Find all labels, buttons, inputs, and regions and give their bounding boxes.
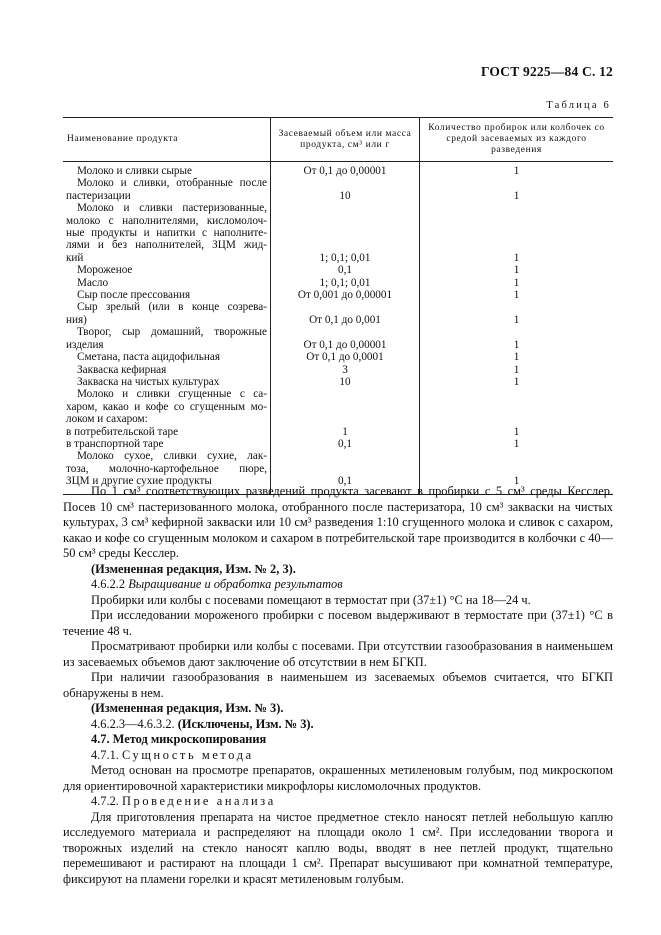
section-number: 4.7.2. — [91, 794, 119, 808]
edition-note: (Измененная редакция, Изм. № 2, 3). — [91, 561, 296, 576]
product-name-line: локом и сахаром: — [66, 413, 148, 426]
table-row — [63, 264, 613, 276]
volume-cell: 10 — [271, 190, 420, 202]
product-name-line: Творог, сыр домашний, творожные — [77, 326, 267, 339]
volume-cell: 0,1 — [271, 438, 420, 450]
count-cell: 1 — [420, 252, 614, 264]
volume-cell: 1; 0,1; 0,01 — [271, 277, 420, 289]
paragraph: Просматривают пробирки или колбы с посевами. При отсутствии газообразования в наименьшем из засеваемых объемов дают заключение об отсутствии в нем БГКП. — [63, 639, 613, 669]
column-header-count: Количество пробирок или колбочек со средой засеваемых из каждого разведения — [420, 118, 614, 162]
product-name-line: Молоко и сливки пастеризованные, — [77, 202, 267, 215]
table-row — [63, 239, 613, 251]
count-cell — [420, 215, 614, 227]
volume-cell — [271, 463, 420, 475]
volume-cell: 1 — [271, 426, 420, 438]
table-row — [63, 388, 613, 400]
product-name-line: Молоко сухое, сливки сухие, лак- — [77, 450, 267, 463]
table-row — [63, 289, 613, 301]
paragraph: Пробирки или колбы с посевами помещают в термостат при (37±1) °С на 18—24 ч. — [91, 592, 531, 607]
table-row — [63, 190, 613, 202]
volume-cell — [271, 239, 420, 251]
volume-cell — [271, 227, 420, 239]
volume-cell: 0,1 — [271, 475, 420, 494]
volume-cell — [271, 388, 420, 400]
products-table — [63, 117, 613, 495]
column-header-product: Наименование продукта — [63, 118, 271, 162]
volume-cell — [271, 202, 420, 214]
volume-cell: От 0,1 до 0,00001 — [271, 162, 420, 178]
count-cell: 1 — [420, 426, 614, 438]
table-row — [63, 364, 613, 376]
count-cell — [420, 177, 614, 189]
volume-cell: 0,1 — [271, 264, 420, 276]
count-cell: 1 — [420, 364, 614, 376]
table-row — [63, 215, 613, 227]
count-cell: 1 — [420, 376, 614, 388]
count-cell — [420, 450, 614, 462]
volume-cell: От 0,1 до 0,00001 — [271, 339, 420, 351]
product-name-line: Сыр зрелый (или в конце созрева- — [77, 301, 267, 314]
table-row — [63, 438, 613, 450]
product-name-line: Сметана, паста ацидофильная — [77, 351, 220, 364]
product-name-line: Закваска на чистых культурах — [77, 375, 220, 388]
product-name-line: лями и без наполнителей, ЗЦМ жид- — [66, 239, 267, 252]
count-cell: 1 — [420, 190, 614, 202]
table-row — [63, 413, 613, 425]
volume-cell: 3 — [271, 364, 420, 376]
product-name-line: Масло — [77, 276, 109, 289]
product-name-line: Сыр после прессования — [77, 289, 191, 302]
volume-cell — [271, 177, 420, 189]
count-cell — [420, 301, 614, 313]
count-cell — [420, 413, 614, 425]
section-number: 4.6.2.2 — [91, 577, 126, 591]
volume-cell — [271, 401, 420, 413]
paragraph: При исследовании мороженого пробирки с посевом выдерживают в термостате при (37±1) °С в течение 48 ч. — [63, 608, 613, 638]
count-cell — [420, 388, 614, 400]
table-row — [63, 401, 613, 413]
section-title: Проведение анализа — [122, 794, 276, 808]
product-name-line: Молоко и сливки, отобранные после — [77, 177, 267, 190]
table-row — [63, 450, 613, 462]
table-row — [63, 227, 613, 239]
count-cell — [420, 463, 614, 475]
count-cell: 1 — [420, 475, 614, 494]
count-cell: 1 — [420, 289, 614, 301]
section-4-7-heading: 4.7. Метод микроскопирования — [91, 732, 267, 746]
page-header: ГОСТ 9225—84 С. 12 — [480, 64, 613, 79]
paragraph: При наличии газообразования в наименьшем из засеваемых объемов считается, что БГКП обнаружены в нем. — [63, 670, 613, 700]
paragraph: По 1 см³ соответствующих разведений продукта засевают в пробирки с 5 см³ среды Кесслер. Посев 10 см³ пастеризованного молока, отобранного после пастеризатора, 10 см³ закваски на чистых культурах, 3 см³ кефирной закваски или 10 см³ разведения 1:10 сгущенного молока и сливок с сахаром, какао и кофе со сгущенным молоком и сахаром в потребительской таре производится в колбочки с 40—50 см³ среды Кесслер. — [63, 484, 613, 560]
table-caption: Таблица 6 — [546, 100, 611, 111]
volume-cell — [271, 450, 420, 462]
table-row — [63, 314, 613, 326]
count-cell: 1 — [420, 351, 614, 363]
count-cell — [420, 227, 614, 239]
edition-note: (Измененная редакция, Изм. № 3). — [91, 701, 284, 715]
table-row — [63, 376, 613, 388]
product-name-line: ные продукты и напитки с наполните- — [66, 227, 267, 240]
section-number: 4.7.1. — [91, 747, 119, 762]
table-header-row — [63, 118, 613, 162]
table-row — [63, 202, 613, 214]
table-row — [63, 351, 613, 363]
table-row — [63, 301, 613, 313]
excluded-note: (Исключены, Изм. № 3). — [177, 716, 314, 731]
product-name-line: в транспортной таре — [66, 437, 164, 450]
section-4-7-2 — [63, 794, 613, 810]
table-row — [63, 339, 613, 351]
volume-cell: От 0,1 до 0,0001 — [271, 351, 420, 363]
product-name-line: Мороженое — [77, 264, 133, 277]
product-name-line: ния) — [66, 313, 87, 326]
count-cell: 1 — [420, 264, 614, 276]
count-cell: 1 — [420, 438, 614, 450]
volume-cell — [271, 413, 420, 425]
section-title: Сущность метода — [122, 747, 254, 762]
body-text — [63, 484, 613, 887]
table-row — [63, 162, 613, 178]
paragraph: Метод основан на просмотре препаратов, окрашенных метиленовым голубым, под микроскопом для ориентировочной характеристики микрофлоры кисломолочных продуктов. — [63, 763, 613, 793]
count-cell — [420, 202, 614, 214]
product-name-line: пастеризации — [66, 189, 131, 202]
product-name-line: в потребительской таре — [66, 425, 179, 438]
section-number: 4.6.2.3—4.6.3.2. — [91, 716, 175, 731]
volume-cell: От 0,1 до 0,001 — [271, 314, 420, 326]
paragraph: Для приготовления препарата на чистое предметное стекло наносят петлей небольшую каплю исследуемого материала и распределяют на площади около 1 см². При исследовании творога и творожных изделий на стекло наносят каплю воды, вводят в нее петлей продукт, тщательно перемешивают и растирают на площади 1 см². Препарат высушивают при комнатной температуре, фиксируют на пламени горелки и красят метиленовым голубым. — [63, 809, 613, 886]
volume-cell — [271, 215, 420, 227]
product-name-line: тоза, молочно-картофельное пюре, — [66, 462, 267, 475]
count-cell: 1 — [420, 277, 614, 289]
column-header-volume: Засеваемый объем или масса продукта, см³ или г — [271, 118, 420, 162]
table-row — [63, 426, 613, 438]
volume-cell — [271, 301, 420, 313]
table-row — [63, 326, 613, 338]
product-name-line: молоко с наполнителями, кисломолоч- — [66, 214, 267, 227]
count-cell — [420, 401, 614, 413]
table-row — [63, 177, 613, 189]
product-name-line: ЗЦМ и другие сухие продукты — [63, 475, 271, 494]
section-4-6-2-2 — [63, 577, 613, 593]
table-body — [63, 162, 613, 495]
volume-cell: 1; 0,1; 0,01 — [271, 252, 420, 264]
product-name-line: Молоко и сливки сырые — [77, 165, 192, 177]
product-name-line: кий — [66, 251, 84, 264]
count-cell: 1 — [420, 339, 614, 351]
volume-cell: 10 — [271, 376, 420, 388]
volume-cell — [271, 326, 420, 338]
volume-cell: От 0,001 до 0,00001 — [271, 289, 420, 301]
product-name-line: Молоко и сливки сгущенные с са- — [77, 388, 267, 401]
count-cell: 1 — [420, 314, 614, 326]
section-4-7-1 — [63, 748, 613, 764]
table-row — [63, 463, 613, 475]
count-cell — [420, 326, 614, 338]
table-row — [63, 277, 613, 289]
product-name-line: Закваска кефирная — [77, 363, 167, 376]
product-name-line: изделия — [66, 338, 104, 351]
count-cell: 1 — [420, 162, 614, 178]
product-name-line: харом, какао и кофе со сгущенным мо- — [66, 400, 267, 413]
table-row — [63, 252, 613, 264]
section-title: Выращивание и обработка результатов — [128, 577, 343, 591]
section-4-6-2-3 — [63, 717, 613, 733]
count-cell — [420, 239, 614, 251]
